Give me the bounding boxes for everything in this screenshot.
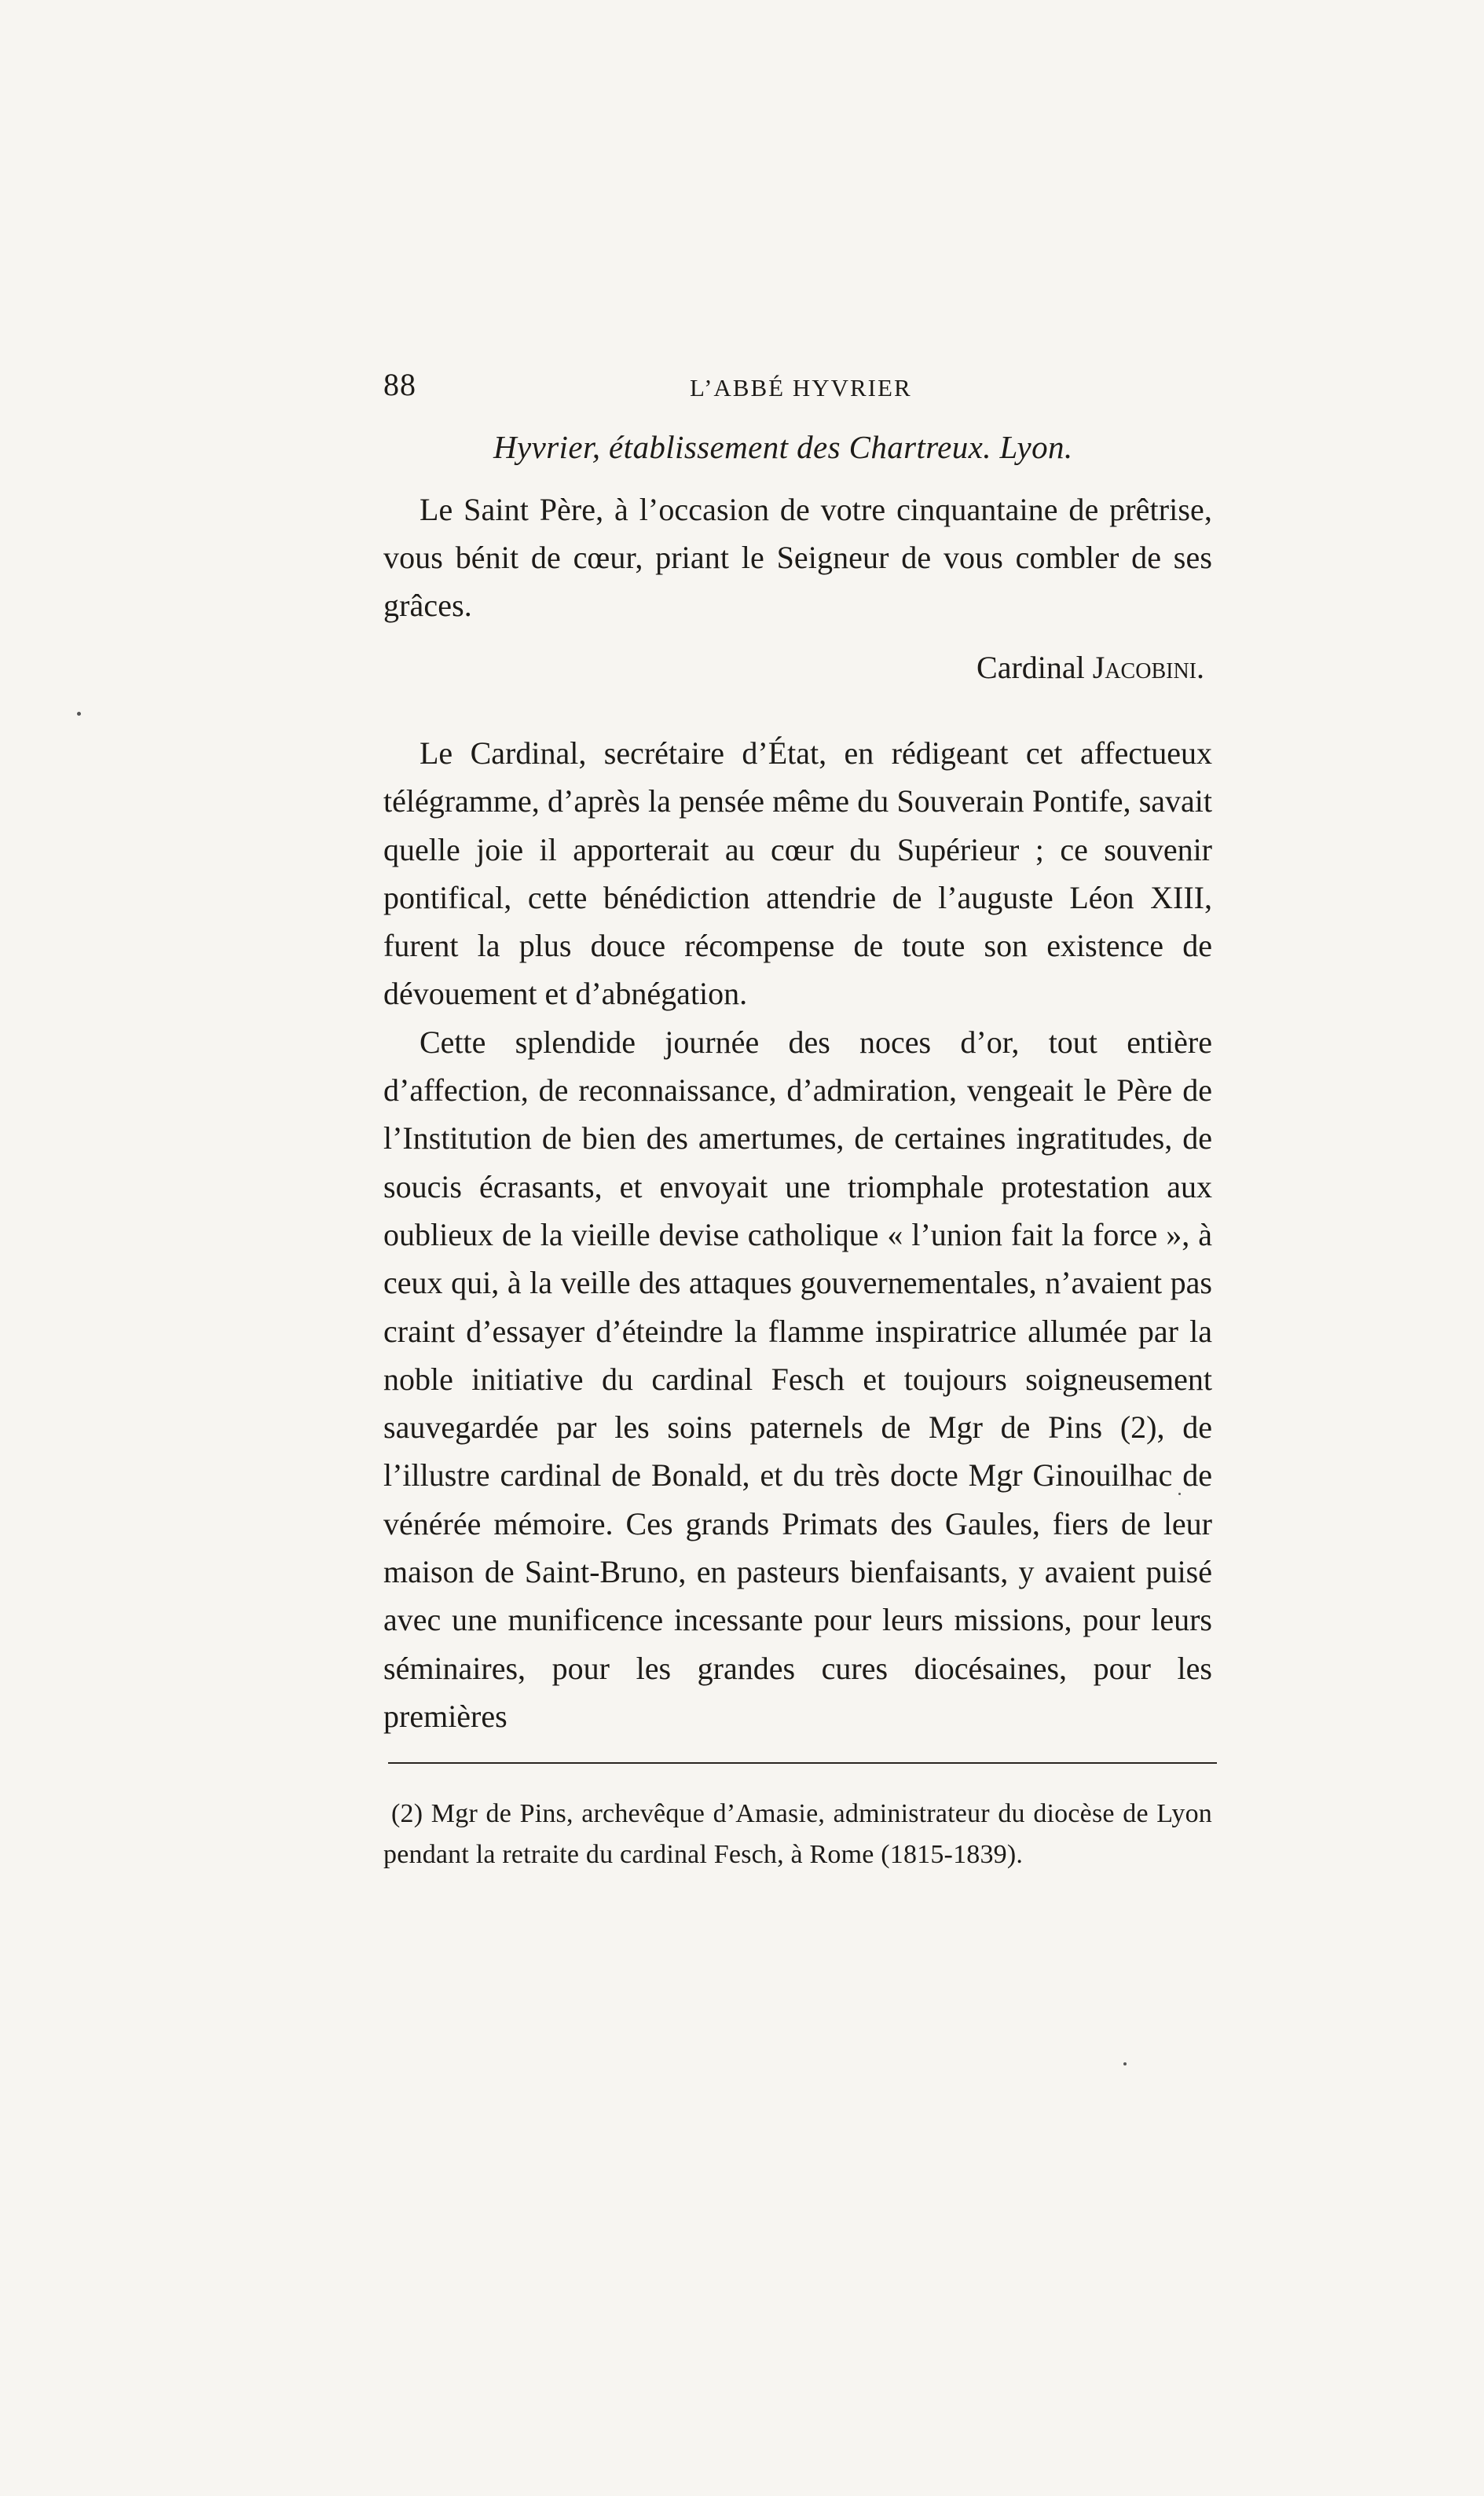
telegram-message: Le Saint Père, à l’occasion de votre cinquantaine de prêtrise, vous bénit de cœur, priant le Seigneur de vous combler de ses grâces. — [383, 492, 1212, 623]
signature-name: Jacobini. — [1092, 650, 1204, 685]
footnote: (2) Mgr de Pins, archevêque d’Amasie, administrateur du diocèse de Lyon pendant la retraite du cardinal Fesch, à Rome (1815-1839). — [383, 1799, 1212, 1870]
body-paragraph: Cette splendide journée des noces d’or, tout entière d’affection, de reconnaissance, d’admiration, vengeait le Père de l’Institution de bien des amertumes, de certaines ingratitudes, de soucis écrasants, et envoyait une triomphale protestation aux oublieux de la vieille devise catholique « l’union fait la force », à ceux qui, à la veille des attaques gouvernementales, n’avaient pas craint d’essayer d’éteindre la flamme inspiratrice allumée par la noble initiative du cardinal Fesch et toujours soigneusement sauvegardée par les soins paternels de Mgr de Pins (2), de l’illustre cardinal de Bonald, et du très docte Mgr Ginouilhac de vénérée mémoire. Ces grands Primats des Gaules, fiers de leur maison de Saint-Bruno, en pasteurs bienfaisants, y avaient puisé avec une munificence incessante pour leurs missions, pour leurs séminaires, pour les grandes cures diocésaines, pour les premières — [383, 1024, 1212, 1734]
footnote-rule — [388, 1762, 1217, 1764]
paper-speck — [1123, 2062, 1127, 2065]
telegram-signature — [383, 643, 1212, 691]
running-title: L’ABBÉ HYVRIER — [690, 374, 912, 401]
telegram-address: Hyvrier, établissement des Chartreux. Lyon. — [493, 429, 1073, 465]
book-page — [383, 354, 1212, 1925]
running-head — [383, 354, 1212, 409]
paper-speck — [77, 712, 81, 716]
paper-speck — [1178, 1493, 1181, 1495]
signature-title: Cardinal — [977, 650, 1085, 685]
page-number: 88 — [383, 367, 416, 402]
body-paragraph: Le Cardinal, secrétaire d’État, en rédigeant cet affectueux télégramme, d’après la pensée même du Souverain Pontife, savait quelle joie il apporterait au cœur du Supérieur ; ce souvenir pontifical, cette bénédiction attendrie de l’auguste Léon XIII, furent la plus douce récompense de toute son existence de dévouement et d’abnégation. — [383, 735, 1212, 1012]
